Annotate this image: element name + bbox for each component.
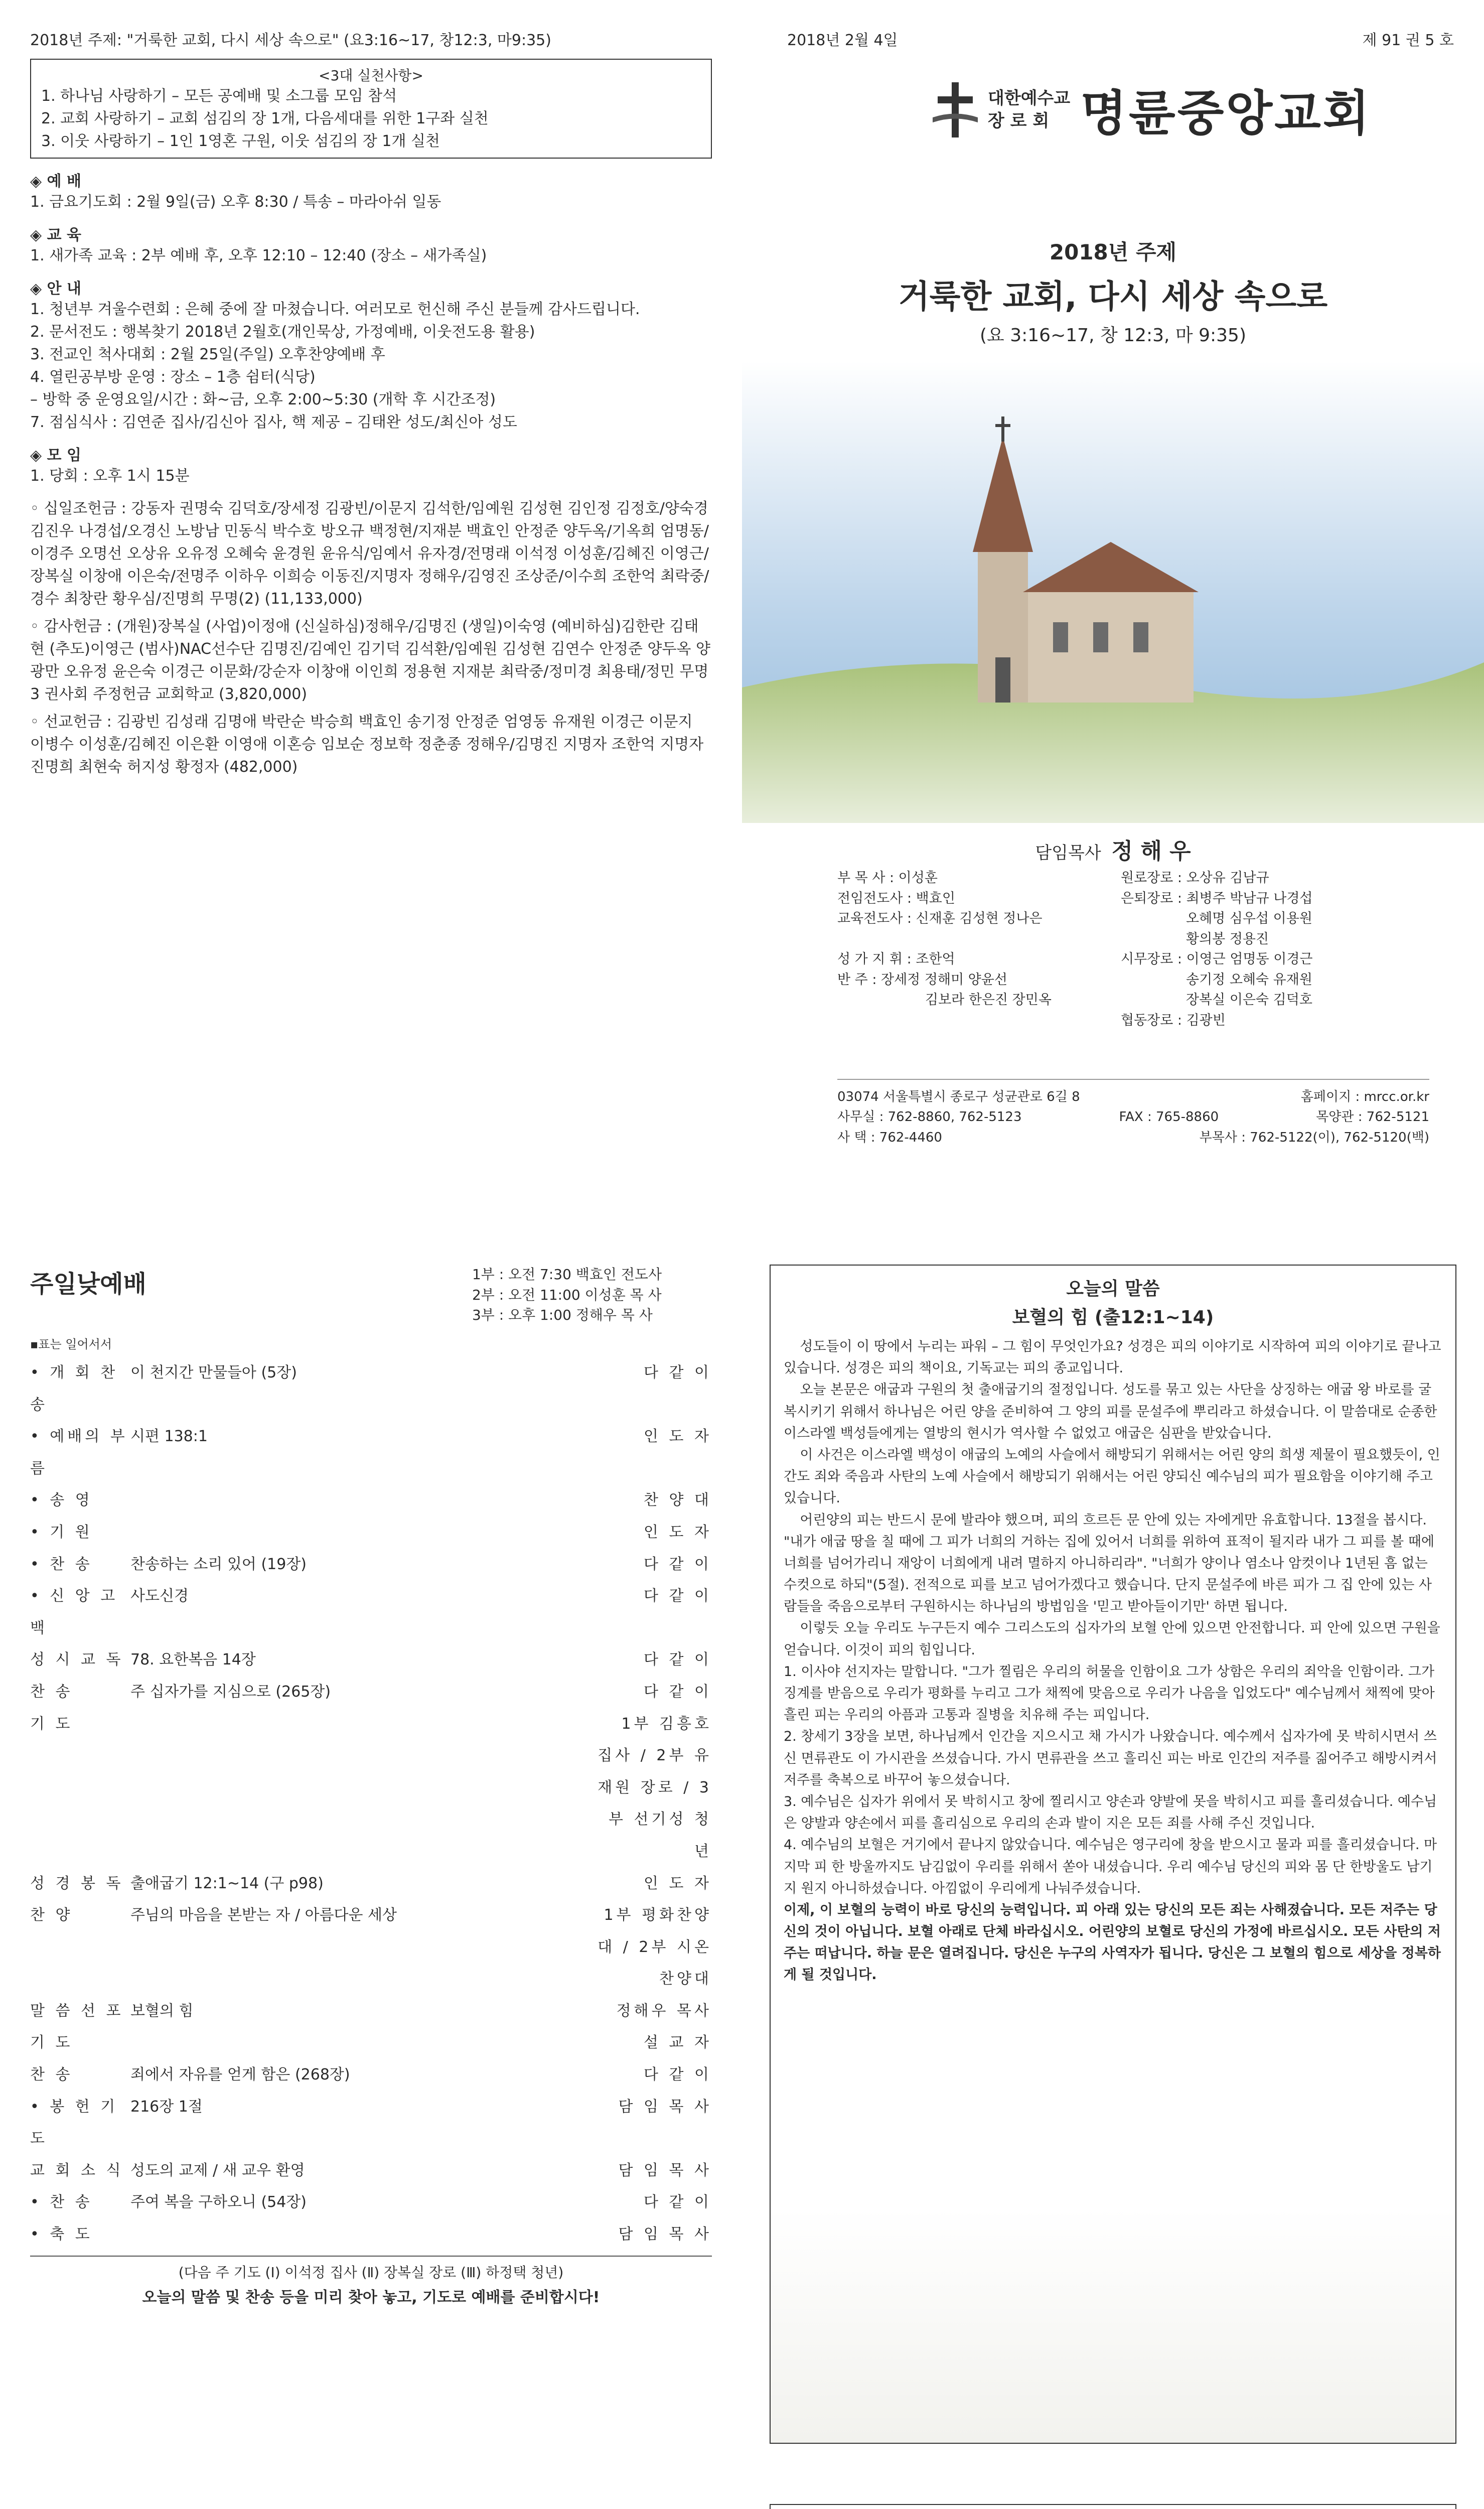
staff-line: 전임전도사 : 백효인 (837, 890, 955, 906)
order-label: • 기 원 (30, 1523, 93, 1541)
practice-title: <3대 실천사항> (319, 67, 423, 84)
order-row (30, 1484, 712, 1516)
order-leader: 다 같 이 (643, 1651, 712, 1669)
order-label: • 봉 헌 기 도 (30, 2098, 118, 2148)
practice-item: 2. 교회 사랑하기 – 교회 섬김의 장 1개, 다음세대를 위한 1구좌 실천 (41, 110, 489, 127)
order-label: 찬 송 (30, 1683, 73, 1701)
order-content: 시편 138:1 (130, 1428, 208, 1446)
staff-list (837, 868, 1389, 1031)
order-content: 사도신경 (130, 1587, 189, 1605)
service-times (472, 1265, 662, 1326)
order-label: 찬 양 (30, 1906, 73, 1924)
service-time: 1부 : 오전 7:30 백효인 전도사 (472, 1266, 662, 1283)
order-row (30, 2218, 712, 2251)
section-worship: ◈ 예 배 (30, 173, 81, 190)
senior-pastor (742, 833, 1484, 865)
order-leader: 찬 양 대 (643, 1491, 712, 1509)
denomination-line1: 대한예수교 (988, 88, 1071, 109)
order-content: 주님의 마음을 본받는 자 / 아름다운 세상 (130, 1906, 397, 1924)
order-content: 78. 요한복음 14장 (130, 1651, 256, 1669)
sermon-para: 4. 예수님의 보혈은 거기에서 끝나지 않았습니다. 예수님은 영구리에 창을 받으시고 물과 피를 흘리셨습니다. 마지막 피 한 방울까지도 남김없이 우리를 위해서 쏟아 내셨습니다. 우리 예수님 당신의 피와 몸 단 한방울도 남기지 원지 아니하셨습니다. 아낌없이 우리에게 나눠주셨습니다. (784, 1837, 1437, 1896)
offering-mission: ◦ 선교헌금 : 김광빈 김성래 김명애 박란순 박승희 백효인 송기정 안정준 엄영동 유재원 이경근 이문지 이병수 이성훈/김혜진 이은환 이영애 이혼승 임보순 정보학 정춘종 정해우/김명진 지명자 조한억 지명자 진명희 최현숙 허지성 황정자 (482,000) (30, 713, 704, 776)
order-leader: 다 같 이 (643, 1364, 712, 1381)
order-row (30, 2059, 712, 2091)
order-leader: 담 임 목 사 (618, 2098, 712, 2116)
manse-phone: 목양관 : 762-5121 (1316, 1109, 1429, 1125)
order-leader: 인 도 자 (643, 1874, 712, 1892)
next-week-prayer: (다음 주 기도 (Ⅰ) 이석정 집사 (Ⅱ) 장복실 장로 (Ⅲ) 하정택 청년) (30, 2256, 712, 2282)
residence-phone: 사 택 : 762-4460 (837, 1130, 942, 1145)
sermon-para: 2. 창세기 3장을 보면, 하나님께서 인간을 지으시고 채 가시가 나왔습니다. 예수께서 십자가에 못 박히시면서 쓰신 면류관도 이 가시관을 쓰셨습니다. 가시 면류관을 쓰고 흘리신 피는 바로 인간의 저주를 짊어주고 해방시켜서 저주를 축복으로 바꾸어 놓으셨습니다. (784, 1729, 1437, 1788)
sermon-para: 3. 예수님은 십자가 위에서 못 박히시고 창에 찔리시고 양손과 양발에 못을 박히시고 피를 흘리셨습니다. 예수님은 양발과 양손에서 피를 흘리심으로 우리의 손과 발이 지은 모든 죄를 사해 주신 것입니다. (784, 1793, 1437, 1832)
order-content: 출애굽기 12:1~14 (구 p98) (130, 1874, 324, 1892)
order-leader: 정해우 목사 (616, 2002, 712, 2020)
staff-line: 장복실 이은숙 김덕호 (1186, 992, 1312, 1008)
order-label: • 신 앙 고 백 (30, 1587, 118, 1637)
order-row (30, 1868, 712, 1900)
order-leader: 다 같 이 (643, 1683, 712, 1701)
sermon-heading: 오늘의 말씀 (1066, 1279, 1160, 1299)
stand-note: ▪표는 일어서서 (30, 1337, 112, 1351)
staff-line: 김보라 한은진 장민옥 (925, 992, 1052, 1008)
staff-line: 오혜명 심우섭 이용원 (1186, 911, 1312, 926)
denomination-line2: 장 로 회 (988, 110, 1050, 131)
order-leader: 담 임 목 사 (618, 2225, 712, 2244)
prepare-note: 오늘의 말씀 및 찬송 등을 미리 찾아 놓고, 기도로 예배를 준비합시다! (142, 2288, 600, 2306)
offering-thanks: ◦ 감사헌금 : (개원)장복실 (사업)이정애 (신실하심)정해우/김명진 (생일)이숙영 (예비하심)김한란 김태현 (추도)이영근 (범사)NAC선수단 김명진/김예인 김기덕 김석환/임예원 김성현 김연수 안정준 양두옥 양광만 오유정 윤은숙 이경근 이문화/강순자 이창애 이인희 정용현 지재분 최락중/정미경 최용태/정민 무명3 권사회 주정헌금 교회학교 (3,820,000) (30, 618, 710, 703)
section-education: ◈ 교 육 (30, 226, 81, 244)
order-label: 기 도 (30, 2034, 73, 2052)
order-content: 주 십자가를 지심으로 (265장) (130, 1683, 331, 1701)
order-row (30, 1516, 712, 1549)
notice-item: – 방학 중 운영요일/시간 : 화~금, 오후 2:00~5:30 (개학 후 시간조정) (30, 391, 496, 408)
address: 03074 서울특별시 종로구 성균관로 6길 8 (837, 1089, 1080, 1104)
sunday-worship-title: 주일낮예배 (30, 1270, 146, 1298)
order-row (30, 1357, 712, 1421)
sunday-worship-page (0, 1234, 742, 2474)
order-row (30, 2186, 712, 2218)
sermon-title: 보혈의 힘 (출12:1~14) (1012, 1307, 1214, 1328)
order-label: • 개 회 찬 송 (30, 1364, 118, 1414)
sermon-para: 어린양의 피는 반드시 문에 발라야 했으며, 피의 흐르든 문 안에 있는 자에게만 유효합니다. 13절을 봅시다. "내가 애굽 땅을 칠 때에 그 피가 너희의 거하는 집에 있어서 너희를 위하여 표적이 될지라 내가 그 피를 볼 때에 너희를 넘어가리니 재앙이 너희에게 내려 멸하지 아니하리라". "너희가 양이나 염소나 암컷이나 1년된 흠 없는 수컷으로 하되"(5절). 전적으로 피를 보고 넘어가겠다고 했습니다. 단지 문설주에 바른 피가 그 집 안에 있는 사람들을 죽음으로부터 구원하시는 하나님의 방법임을 '믿고 받아들이기만' 하면 됩니다. (784, 1512, 1435, 1615)
order-label: 말 씀 선 포 (30, 2002, 124, 2020)
pastor-name: 정 해 우 (1111, 839, 1191, 864)
associate-phone: 부목사 : 762-5122(이), 762-5120(백) (1199, 1130, 1429, 1145)
offering-tithe: ◦ 십일조헌금 : 강동자 권명숙 김덕호/장세정 김광빈/이문지 김석한/임예원 김성현 김인정 김정호/양숙경 김진우 나경섭/오경신 노방남 민동식 박수호 방오규 백정현/지재분 백효인 안정준 양두옥/기옥희 엄명동/이경주 오명선 오상유 오유정 오혜숙 윤경원 윤유식/임예서 유자경/전명래 이석정 이성훈/김혜진 이영근/장복실 이창애 이은숙/전명주 이하우 이희승 이동진/지명자 정해우/김영진 조상준/이수희 조한억 최락중/경수 최창란 황우심/진명희 무명(2) (11,133,000) (30, 500, 709, 608)
notice-item: 4. 열린공부방 운영 : 장소 – 1층 쉼터(식당) (30, 368, 316, 386)
cover-page (742, 0, 1484, 1234)
order-leader: 다 같 이 (643, 1555, 712, 1573)
order-content: 216장 1절 (130, 2098, 203, 2116)
theme-title: 거룩한 교회, 다시 세상 속으로 (898, 278, 1328, 316)
sermon-page (742, 1234, 1484, 2474)
order-label: 성 시 교 독 (30, 1651, 124, 1669)
order-leader: 설 교 자 (643, 2034, 712, 2052)
sermon-para: 이 사건은 이스라엘 백성이 애굽의 노예의 사슬에서 해방되기 위해서는 어린 양의 희생 제물이 필요했듯이, 인간도 죄와 죽음과 사탄의 노예 사슬에서 해방되기 위해서는 어린 양되신 예수님의 피가 필요함을 이야기해 주고 있습니다. (784, 1447, 1440, 1506)
staff-line: 협동장로 : 김광빈 (1121, 1012, 1226, 1028)
order-content: 이 천지간 만물들아 (5장) (130, 1364, 297, 1381)
order-row (30, 1549, 712, 1581)
sermon-para: 1. 이사야 선지자는 말합니다. "그가 찔림은 우리의 허물을 인함이요 그가 상함은 우리의 죄악을 인함이라. 그가 징계를 받음으로 우리가 평화를 누리고 그가 채찍에 맞음으로 우리가 나음을 입었도다" 예수님께서 채찍에 맞아 흘린 피는 우리의 아픔과 고통과 질병을 치유해 주는 피입니다. (784, 1663, 1435, 1723)
order-row (30, 1995, 712, 2027)
order-content: 죄에서 자유를 얻게 함은 (268장) (130, 2066, 350, 2084)
other-services-page (0, 2474, 742, 2509)
section-notice: ◈ 안 내 (30, 280, 81, 298)
sermon-para: 이렇듯 오늘 우리도 누구든지 예수 그리스도의 십자가의 보혈 안에 있으면 안전합니다. 피 안에 있으면 구원을 얻습니다. 이것이 피의 힘입니다. (784, 1620, 1440, 1658)
sermon-para: 성도들이 이 땅에서 누리는 파워 – 그 힘이 무엇인가요? 성경은 피의 이야기로 시작하여 피의 이야기로 끝나고 있습니다. 성경은 피의 책이요, 기독교는 피의 종교입니다. (784, 1339, 1441, 1376)
church-name: 명륜중앙교회 (1080, 85, 1372, 142)
office-phone: 사무실 : 762-8860, 762-5123 (837, 1109, 1022, 1125)
order-label: • 찬 송 (30, 1555, 93, 1573)
order-row (30, 1899, 712, 1995)
order-label: • 축 도 (30, 2225, 93, 2244)
order-leader: 인 도 자 (643, 1523, 712, 1541)
bulletin-volume: 제 91 권 5 호 (1362, 32, 1454, 49)
practice-item: 1. 하나님 사랑하기 – 모든 공예배 및 소그룹 모임 참석 (41, 87, 397, 105)
staff-line: 은퇴장로 : 최병주 박남규 나경섭 (1121, 890, 1313, 906)
order-row (30, 1708, 712, 1868)
order-leader: 인 도 자 (643, 1428, 712, 1446)
cross-logo-icon (933, 82, 978, 137)
church-logo (933, 75, 1372, 144)
order-row (30, 1421, 712, 1484)
afternoon-worship-title (30, 2504, 164, 2509)
education-item: 1. 새가족 교육 : 2부 예배 후, 오후 12:10 – 12:40 (장소 – 새가족실) (30, 247, 487, 264)
announcements-page (0, 0, 742, 1234)
staff-line: 시무장로 : 이영근 엄명동 이경근 (1121, 951, 1313, 967)
sermon-para: 이제, 이 보혈의 능력이 바로 당신의 능력입니다. 피 아래 있는 당신의 모든 죄는 사해졌습니다. 모든 저주는 당신의 것이 아닙니다. 보혈 아래로 단체 바라십시오. 어린양의 보혈로 당신의 가정에 바르십시오. 모든 사탄의 저주는 떠납니다. 하늘 문은 열려집니다. 당신은 누구의 사역자가 됩니다. 당신은 그 보혈의 힘으로 세상을 정복하게 될 것입니다. (784, 1902, 1441, 1983)
order-leader: 다 같 이 (643, 2193, 712, 2211)
theme-year: 2018년 주제 (1049, 240, 1177, 264)
fax: FAX : 765-8860 (1119, 1109, 1219, 1125)
order-row (30, 1644, 712, 1676)
order-content: 주여 복을 구하오니 (54장) (130, 2193, 307, 2211)
church-landscape-image (742, 361, 1484, 823)
sermon-box (770, 1265, 1456, 2444)
order-label: • 예배의 부름 (30, 1428, 128, 1477)
order-row (30, 2027, 712, 2059)
bulletin-date: 2018년 2월 4일 (787, 32, 898, 49)
staff-line: 교육전도사 : 신재훈 김성현 정나은 (837, 911, 1043, 926)
order-content: 성도의 교제 / 새 교우 환영 (130, 2161, 305, 2179)
order-of-worship (30, 1357, 712, 2251)
order-leader: 다 같 이 (643, 2066, 712, 2084)
meeting-item: 1. 당회 : 오후 1시 15분 (30, 467, 190, 485)
pastor-label: 담임목사 (1035, 843, 1101, 863)
service-time: 2부 : 오전 11:00 이성훈 목 사 (472, 1286, 662, 1303)
order-leader: 다 같 이 (643, 1587, 712, 1605)
order-label: • 송 영 (30, 1491, 93, 1509)
section-meeting: ◈ 모 임 (30, 447, 81, 464)
order-label: 교 회 소 식 (30, 2161, 124, 2179)
staff-line: 송기정 오혜숙 유재원 (1186, 971, 1312, 988)
notice-item: 1. 청년부 겨울수련회 : 은혜 중에 잘 마쳤습니다. 여러모로 헌신해 주신 분들께 감사드립니다. (30, 301, 640, 318)
staff-line: 반 주 : 장세정 정해미 양윤선 (837, 971, 1007, 988)
staff-line: 성 가 지 휘 : 조한억 (837, 951, 955, 967)
worship-item: 1. 금요기도회 : 2월 9일(금) 오후 8:30 / 특송 – 마라아쉬 일동 (30, 193, 441, 211)
practice-item: 3. 이웃 사랑하기 – 1인 1영혼 구원, 이웃 섬김의 장 1개 실천 (41, 132, 440, 150)
order-label: 기 도 (30, 1715, 73, 1733)
staff-line: 부 목 사 : 이성훈 (837, 870, 938, 886)
newcomer-missions-page (742, 2474, 1484, 2509)
order-row (30, 1580, 712, 1644)
notice-item: 2. 문서전도 : 행복찾기 2018년 2월호(개인묵상, 가정예배, 이웃전도용 활용) (30, 323, 535, 341)
order-content: 보혈의 힘 (130, 2002, 194, 2020)
order-leader: 1부 김흥호 집사 / 2부 유재원 장로 / 3부 선기성 청년 (598, 1715, 712, 1860)
order-label: 성 경 봉 독 (30, 1874, 124, 1892)
order-leader: 1부 평화찬양대 / 2부 시온 찬양대 (598, 1906, 712, 1988)
order-label: 찬 송 (30, 2066, 73, 2084)
order-label: • 찬 송 (30, 2193, 93, 2211)
theme-reference: (요 3:16~17, 창 12:3, 마 9:35) (979, 325, 1247, 346)
homepage-link[interactable]: 홈페이지 : mrcc.or.kr (1300, 1089, 1429, 1104)
service-time: 3부 : 오후 1:00 정해우 목 사 (472, 1307, 653, 1324)
notice-item: 3. 전교인 척사대회 : 2월 25일(주일) 오후찬양예배 후 (30, 346, 385, 363)
newcomer-box (770, 2504, 1456, 2509)
order-row (30, 2091, 712, 2155)
sermon-para: 오늘 본문은 애굽과 구원의 첫 출애굽기의 절정입니다. 성도를 묶고 있는 사단을 상징하는 애굽 왕 바로를 굴복시키기 위해서 하나님은 어린 양을 준비하여 그 양의 피를 문설주에 뿌리라고 하셨습니다. 이 말씀대로 순종한 이스라엘 백성들에게는 열방의 현시가 역사할 수 없었고 애굽은 심판을 받았습니다. (784, 1382, 1437, 1441)
contact-info (837, 1079, 1429, 1148)
notice-item: 7. 점심식사 : 김연준 집사/김신아 집사, 핵 제공 – 김태완 성도/최신아 성도 (30, 413, 517, 431)
staff-line: 원로장로 : 오상유 김남규 (1121, 870, 1269, 886)
order-row (30, 2155, 712, 2187)
order-content: 찬송하는 소리 있어 (19장) (130, 1555, 307, 1573)
practice-box (30, 59, 712, 159)
order-leader: 담 임 목 사 (618, 2161, 712, 2179)
staff-line: 황의봉 정용진 (1186, 931, 1269, 947)
order-row (30, 1676, 712, 1708)
annual-theme-header: 2018년 주제: "거룩한 교회, 다시 세상 속으로" (요3:16~17, 창12:3, 마9:35) (30, 32, 551, 49)
